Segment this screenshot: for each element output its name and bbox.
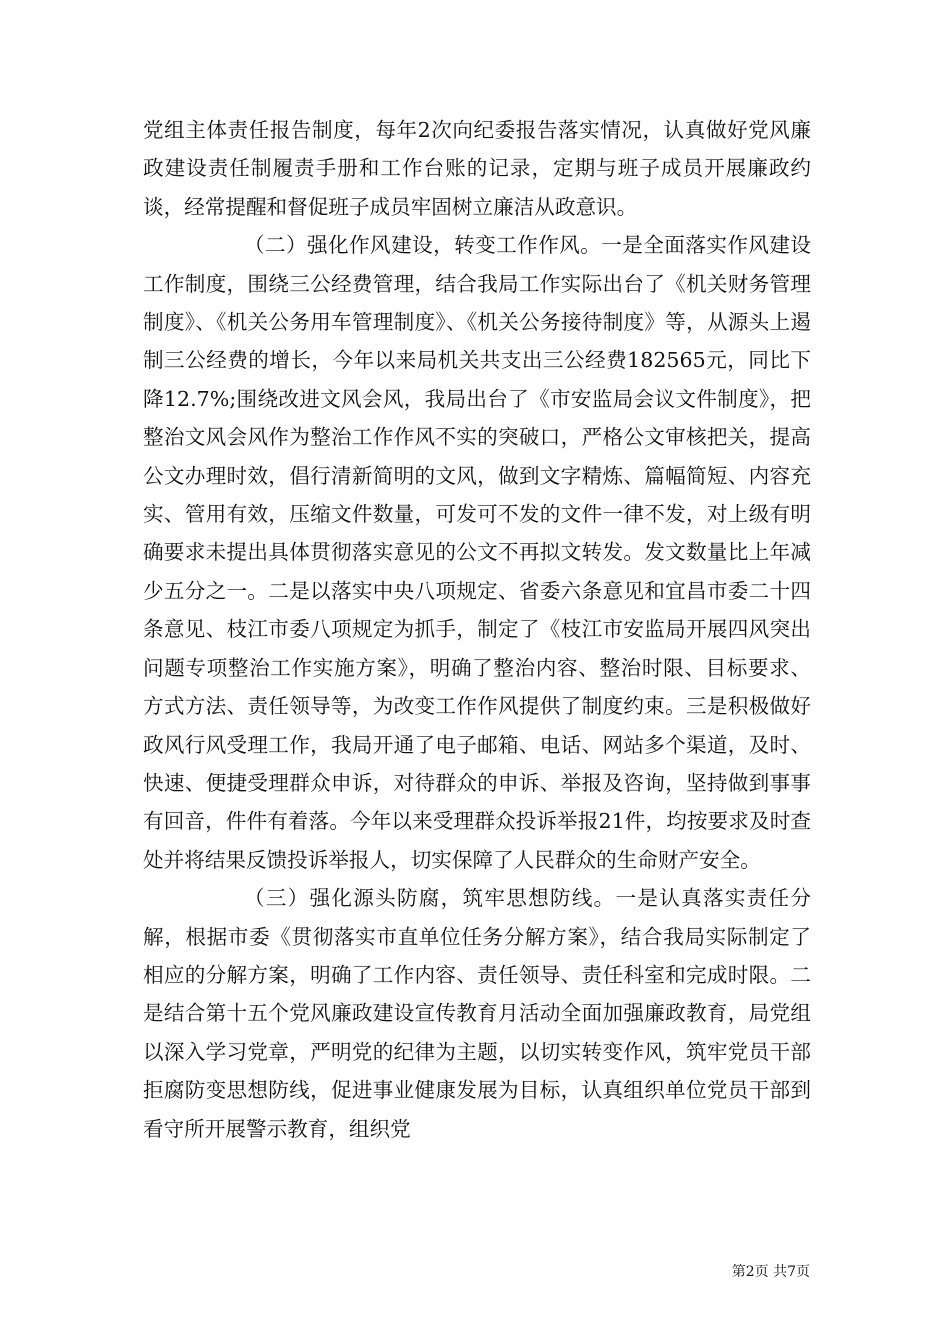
paragraph-section-three: （三）强化源头防腐，筑牢思想防线。一是认真落实责任分解，根据市委《贯彻落实市直单位任务分解方案》，结合我局实际制定了相应的分解方案，明确了工作内容、责任领导、责任科室和完成时限。二是结合第十五个党风廉政建设宣传教育月活动全面加强廉政教育，局党组以深入学习党章，严明党的纪律为主题，以切实转变作风，筑牢党员干部拒腐防变思想防线，促进事业健康发展为目标，认真组织单位党员干部到看守所开展警示教育，组织党: [143, 886, 811, 1141]
document-body: [143, 111, 811, 1148]
paragraph-section-two: （二）强化作风建设，转变工作作风。一是全面落实作风建设工作制度，围绕三公经费管理，结合我局工作实际出台了《机关财务管理制度》、《机关公务用车管理制度》、《机关公务接待制度》等，从源头上遏制三公经费的增长，今年以来局机关共支出三公经费182565元，同比下降12.7%;围绕改进文风会风，我局出台了《市安监局会议文件制度》，把整治文风会风作为整治工作作风不实的突破口，严格公文审核把关，提高公文办理时效，倡行清新简明的文风，做到文字精炼、篇幅简短、内容充实、管用有效，压缩文件数量，可发可不发的文件一律不发，对上级有明确要求未提出具体贯彻落实意见的公文不再拟文转发。发文数量比上年减少五分之一。二是以落实中央八项规定、省委六条意见和宜昌市委二十四条意见、枝江市委八项规定为抓手，制定了《枝江市安监局开展四风突出问题专项整治工作实施方案》，明确了整治内容、整治时限、目标要求、方式方法、责任领导等，为改变工作作风提供了制度约束。三是积极做好政风行风受理工作，我局开通了电子邮箱、电话、网站多个渠道，及时、快速、便捷受理群众申诉，对待群众的申诉、举报及咨询，坚持做到事事有回音，件件有着落。今年以来受理群众投诉举报21件，均按要求及时查处并将结果反馈投诉举报人，切实保障了人民群众的生命财产安全。: [143, 233, 811, 872]
page-number-footer: 第2页 共7页: [731, 1264, 810, 1280]
paragraph-continuation: 党组主体责任报告制度，每年2次向纪委报告落实情况，认真做好党风廉政建设责任制履责手册和工作台账的记录，定期与班子成员开展廉政约谈，经常提醒和督促班子成员牢固树立廉洁从政意识。: [143, 118, 811, 219]
